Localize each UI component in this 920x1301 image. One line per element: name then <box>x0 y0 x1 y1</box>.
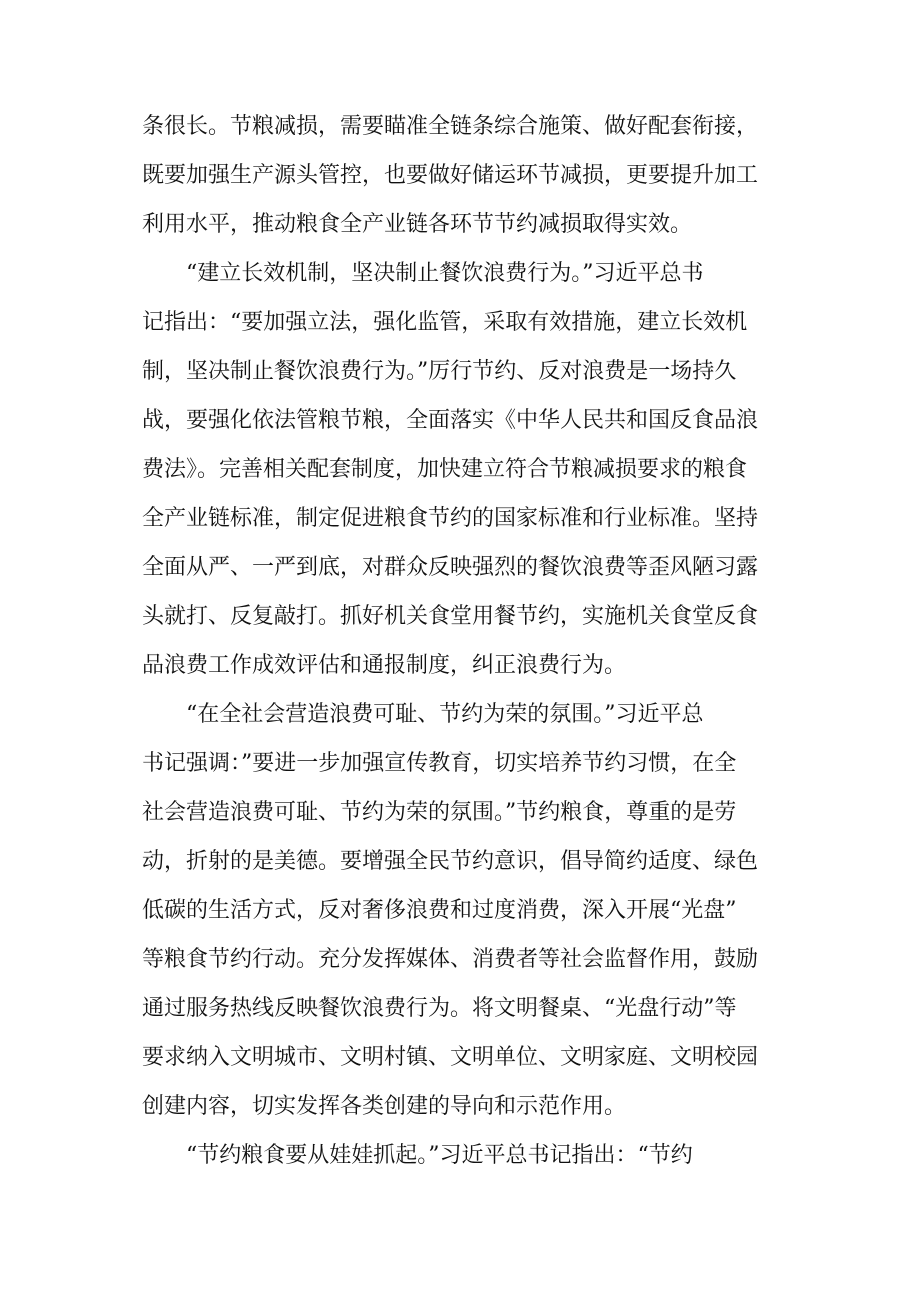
text-line: 通过服务热线反映餐饮浪费行为。将文明餐桌、“光盘行动”等 <box>142 996 737 1021</box>
text-line: 创建内容，切实发挥各类创建的导向和示范作用。 <box>142 1094 627 1119</box>
text-line: 低碳的生活方式，反对奢侈浪费和过度消费，深入开展“光盘” <box>142 898 737 923</box>
paragraph-first-line: “建立长效机制，坚决制止餐饮浪费行为。”习近平总书 <box>186 261 704 286</box>
text-line: 书记强调：”要进一步加强宣传教育，切实培养节约习惯，在全 <box>142 751 737 776</box>
text-line: 记指出：“要加强立法，强化监管，采取有效措施，建立长效机 <box>142 310 748 335</box>
text-line: 动，折射的是美德。要增强全民节约意识，倡导简约适度、绿色 <box>142 849 759 874</box>
text-line: 全产业链标准，制定促进粮食节约的国家标准和行业标准。坚持 <box>142 506 759 531</box>
text-line: 既要加强生产源头管控，也要做好储运环节减损，更要提升加工 <box>142 163 759 188</box>
text-line: 条很长。节粮减损，需要瞄准全链条综合施策、做好配套衔接， <box>142 114 759 139</box>
text-line: 头就打、反复敲打。抓好机关食堂用餐节约，实施机关食堂反食 <box>142 604 759 629</box>
paragraph-first-line: “节约粮食要从娃娃抓起。”习近平总书记指出：“节约 <box>186 1143 693 1168</box>
text-line: 等粮食节约行动。充分发挥媒体、消费者等社会监督作用，鼓励 <box>142 947 759 972</box>
text-line: 制，坚决制止餐饮浪费行为。”厉行节约、反对浪费是一场持久 <box>142 359 737 384</box>
paragraph-first-line: “在全社会营造浪费可耻、节约为荣的氛围。”习近平总 <box>186 702 704 727</box>
text-line: 利用水平，推动粮食全产业链各环节节约减损取得实效。 <box>142 212 693 237</box>
text-line: 战，要强化依法管粮节粮，全面落实《中华人民共和国反食品浪 <box>142 408 759 433</box>
text-line: 要求纳入文明城市、文明村镇、文明单位、文明家庭、文明校园 <box>142 1045 759 1070</box>
text-line: 全面从严、一严到底，对群众反映强烈的餐饮浪费等歪风陋习露 <box>142 555 759 580</box>
text-line: 费法》。完善相关配套制度，加快建立符合节粮减损要求的粮食 <box>142 457 748 482</box>
text-line: 社会营造浪费可耻、节约为荣的氛围。”节约粮食，尊重的是劳 <box>142 800 737 825</box>
text-line: 品浪费工作成效评估和通报制度，纠正浪费行为。 <box>142 653 627 678</box>
